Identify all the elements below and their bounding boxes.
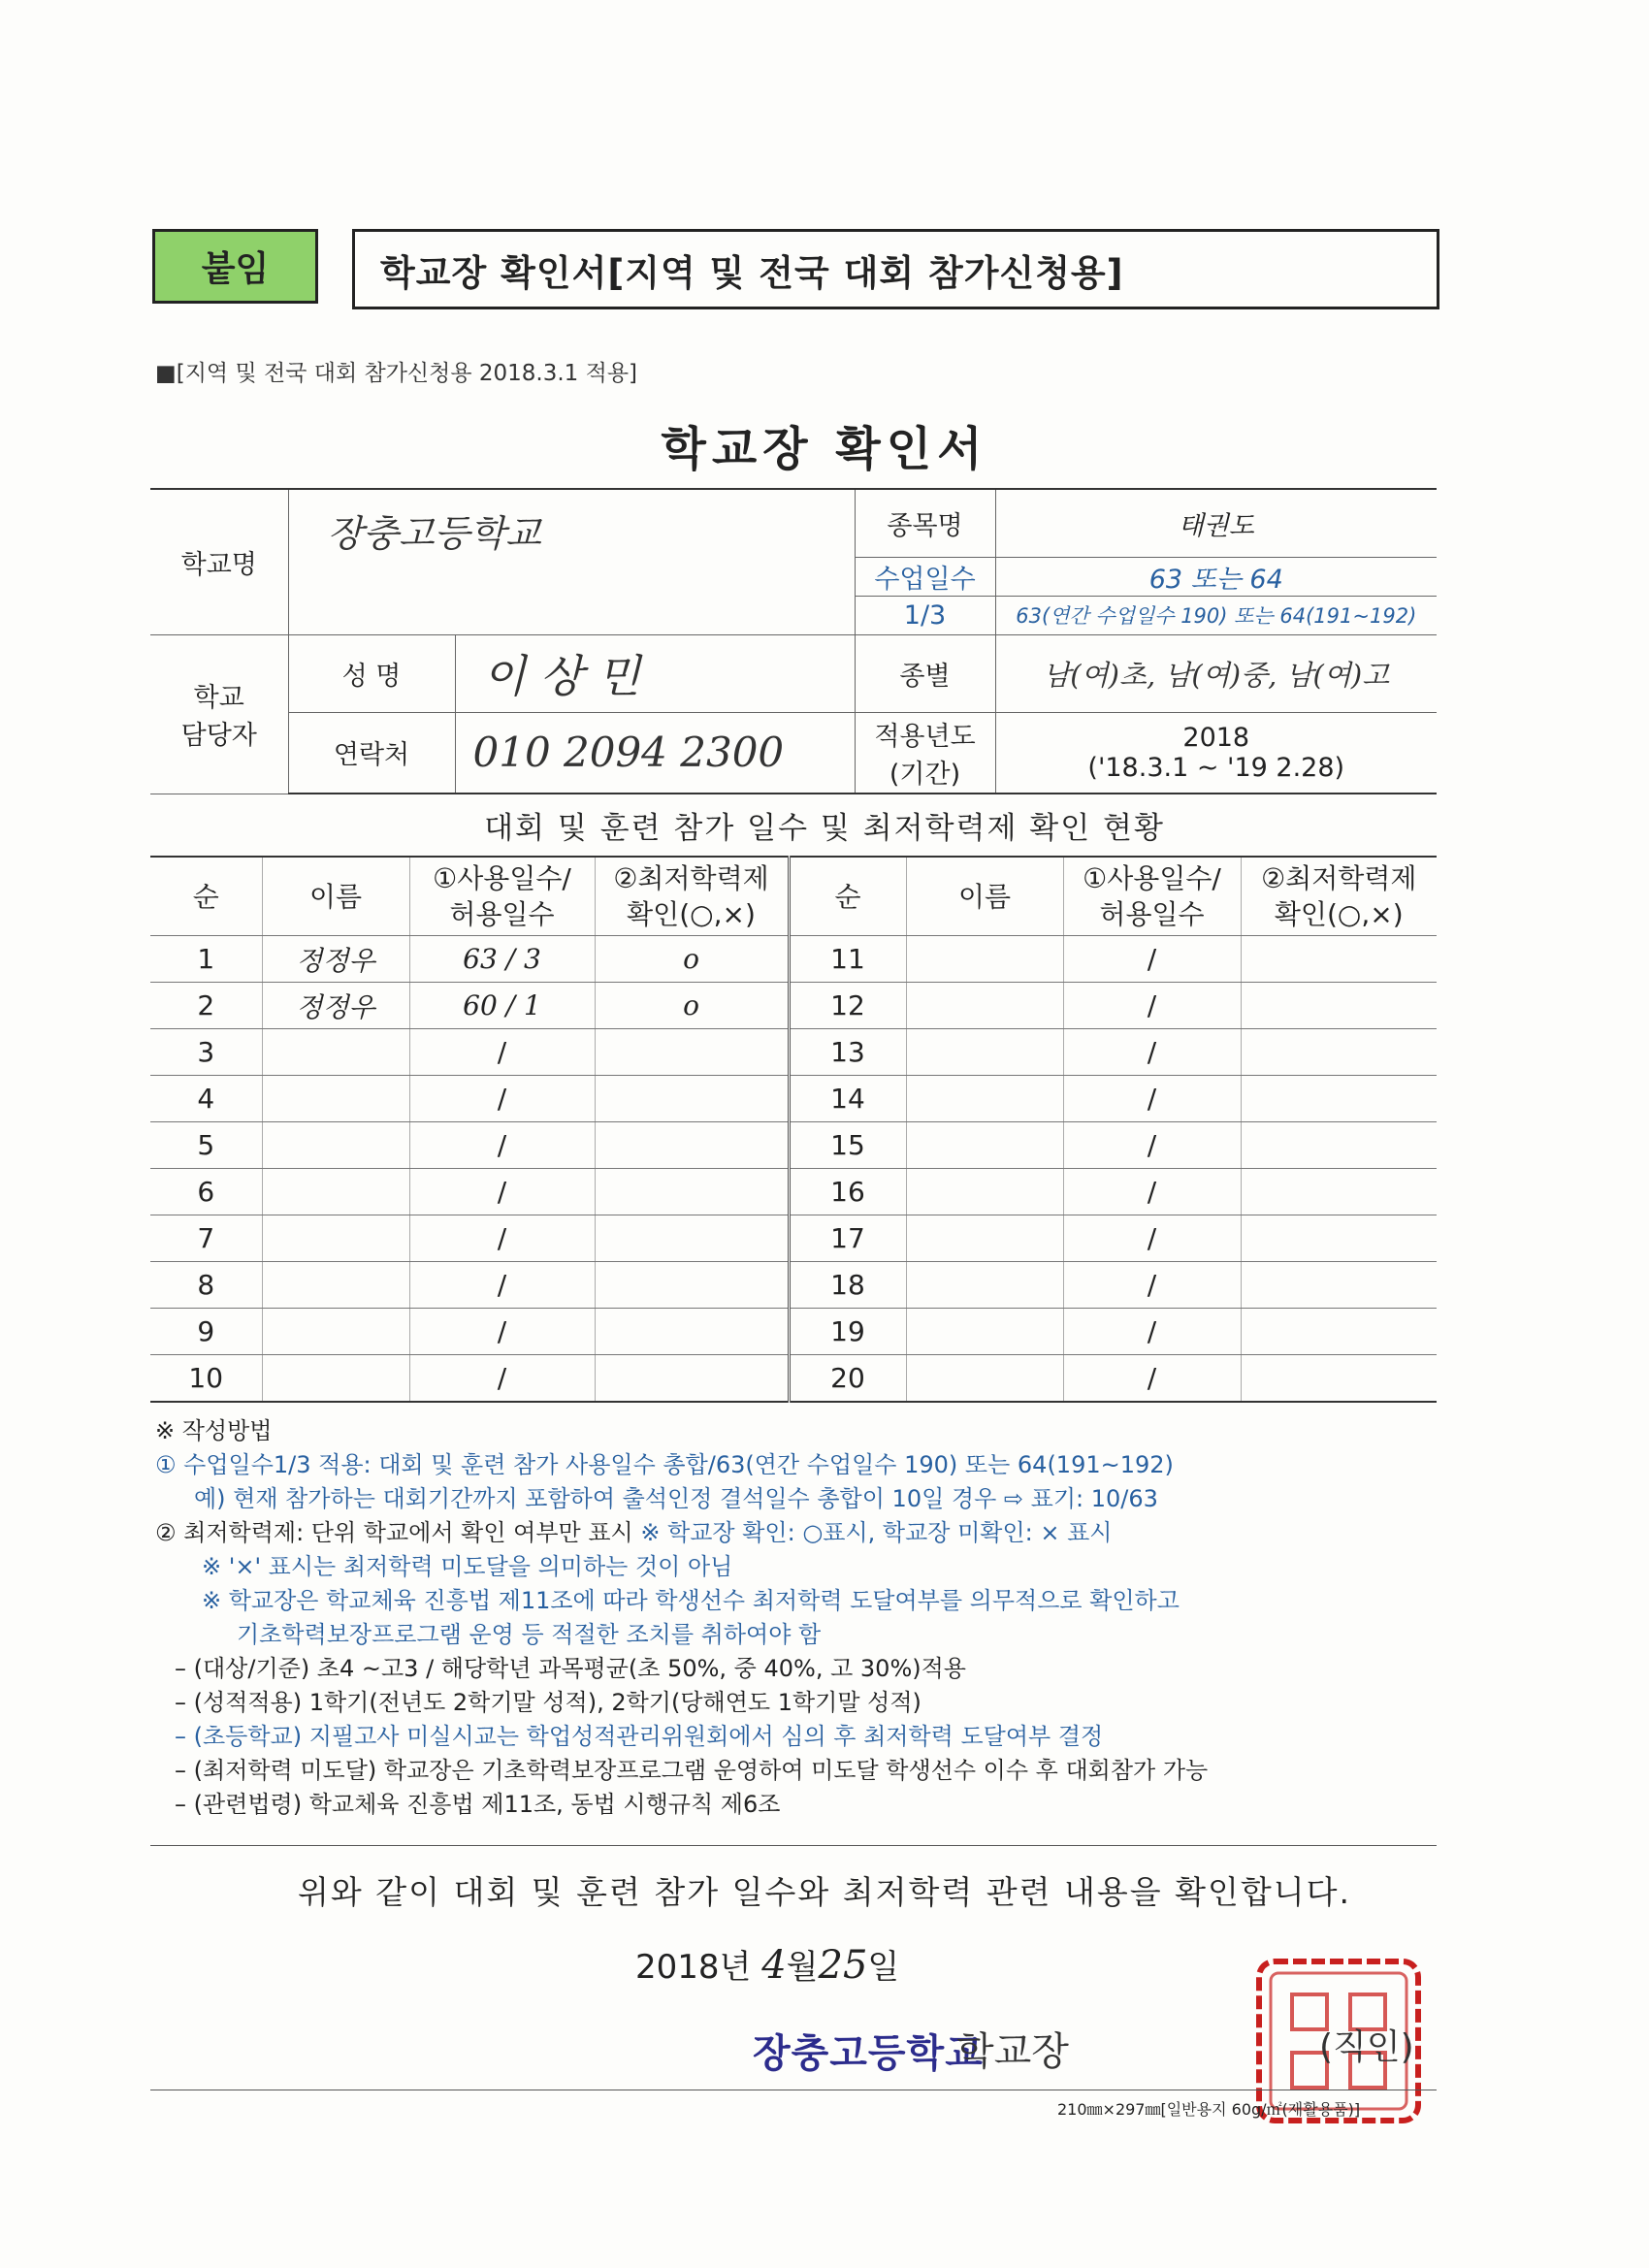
- cell-name: [906, 1122, 1063, 1169]
- header-no: 순: [789, 857, 906, 936]
- cell-no: 6: [150, 1169, 262, 1215]
- cell-days: /: [409, 1169, 595, 1215]
- cell-check: [1241, 1169, 1437, 1215]
- cell-name: 정정우: [262, 983, 409, 1029]
- cell-check: [1241, 1029, 1437, 1076]
- school-name-label: 학교명: [150, 489, 288, 634]
- cell-check: o: [595, 983, 789, 1029]
- cell-check: [1241, 983, 1437, 1029]
- cell-no: 19: [789, 1309, 906, 1355]
- table-row: [150, 1122, 1437, 1169]
- cell-check: [1241, 1262, 1437, 1309]
- cell-name: [262, 1122, 409, 1169]
- cell-days: /: [1063, 1122, 1241, 1169]
- sport-label: 종목명: [855, 489, 995, 557]
- cell-days: /: [409, 1309, 595, 1355]
- manager-label: 학교 담당자: [150, 634, 288, 794]
- cell-name: [906, 1309, 1063, 1355]
- attachment-badge: 붙임: [152, 229, 318, 304]
- note-d5: – (관련법령) 학교체육 진흥법 제11조, 동법 시행규칙 제6조: [175, 1791, 781, 1818]
- cell-days: 63 / 3: [409, 936, 595, 983]
- cell-name: [906, 1169, 1063, 1215]
- cell-check: [595, 1029, 789, 1076]
- cell-check: [595, 1309, 789, 1355]
- cell-name: [262, 1076, 409, 1122]
- header-check: ②최저학력제 확인(○,×): [1241, 857, 1437, 936]
- cell-no: 3: [150, 1029, 262, 1076]
- note-2d: ※ 학교장은 학교체육 진흥법 제11조에 따라 학생선수 최저학력 도달여부를 의무적으로 확인하고: [202, 1587, 1180, 1614]
- cell-no: 14: [789, 1076, 906, 1122]
- cell-check: [595, 1262, 789, 1309]
- year-label: 적용년도 (기간): [855, 712, 995, 794]
- signature-date: 2018년 4월25일: [635, 1943, 900, 1988]
- header-no: 순: [150, 857, 262, 936]
- cell-name: [262, 1355, 409, 1403]
- cell-no: 5: [150, 1122, 262, 1169]
- cell-days: /: [409, 1076, 595, 1122]
- table-row: [150, 1262, 1437, 1309]
- header-days: ①사용일수/ 허용일수: [409, 857, 595, 936]
- table-row: [150, 1309, 1437, 1355]
- header-name: 이름: [906, 857, 1063, 936]
- table-row: [150, 936, 1437, 983]
- paper-spec: 210㎜×297㎜[일반용지 60g/㎡(재활용품)]: [1057, 2100, 1361, 2119]
- table-row: [150, 1029, 1437, 1076]
- cell-name: [906, 1215, 1063, 1262]
- cell-name: 정정우: [262, 936, 409, 983]
- header-days: ①사용일수/ 허용일수: [1063, 857, 1241, 936]
- document-title-box: 학교장 확인서[지역 및 전국 대회 참가신청용]: [352, 229, 1439, 309]
- cell-no: 15: [789, 1122, 906, 1169]
- contact-label: 연락처: [288, 712, 455, 794]
- cell-days: /: [1063, 1215, 1241, 1262]
- cell-days: /: [409, 1029, 595, 1076]
- cell-check: [595, 1076, 789, 1122]
- cell-days: /: [409, 1355, 595, 1403]
- main-title: 학교장 확인서: [661, 422, 988, 476]
- cell-days: /: [409, 1215, 595, 1262]
- note-d2: – (성적적용) 1학기(전년도 2학기말 성적), 2학기(당해연도 1학기말 성적): [175, 1689, 922, 1716]
- cell-name: [262, 1309, 409, 1355]
- cell-days: /: [1063, 936, 1241, 983]
- class-days-label-2: 1/3: [855, 596, 995, 634]
- cell-name: [262, 1215, 409, 1262]
- note-1b: 예) 현재 참가하는 대회기간까지 포함하여 출석인정 결석일수 총합이 10일 경우 ⇨ 표기: 10/63: [194, 1485, 1158, 1512]
- cell-days: 60 / 1: [409, 983, 595, 1029]
- category-label: 종별: [855, 634, 995, 712]
- cell-name: [906, 1262, 1063, 1309]
- applied-note: ■[지역 및 전국 대회 참가신청용 2018.3.1 적용]: [155, 361, 638, 386]
- header-name: 이름: [262, 857, 409, 936]
- cell-name: [906, 983, 1063, 1029]
- manager-name-value: 이 상 민: [455, 634, 855, 712]
- cell-no: 8: [150, 1262, 262, 1309]
- cell-no: 16: [789, 1169, 906, 1215]
- school-name-stamp: 장충고등학교: [753, 2031, 984, 2076]
- writing-notes: [155, 1414, 1455, 1822]
- cell-no: 17: [789, 1215, 906, 1262]
- cell-days: /: [409, 1122, 595, 1169]
- cell-name: [906, 1029, 1063, 1076]
- cell-days: /: [1063, 1309, 1241, 1355]
- cell-no: 2: [150, 983, 262, 1029]
- cell-check: [1241, 1076, 1437, 1122]
- cell-name: [262, 1262, 409, 1309]
- status-table: [150, 856, 1437, 1403]
- cell-no: 9: [150, 1309, 262, 1355]
- confirmation-text: 위와 같이 대회 및 훈련 참가 일수와 최저학력 관련 내용을 확인합니다.: [298, 1873, 1351, 1911]
- note-d3: – (초등학교) 지필고사 미실시교는 학업성적관리위원회에서 심의 후 최저학력 도달여부 결정: [175, 1723, 1104, 1750]
- cell-name: [906, 1076, 1063, 1122]
- category-value: 남(여)초, 남(여)중, 남(여)고: [995, 634, 1437, 712]
- table-row: [150, 1169, 1437, 1215]
- cell-no: 12: [789, 983, 906, 1029]
- cell-no: 11: [789, 936, 906, 983]
- cell-days: /: [1063, 1262, 1241, 1309]
- info-table: [150, 488, 1437, 794]
- cell-check: [1241, 1309, 1437, 1355]
- cell-days: /: [1063, 1029, 1241, 1076]
- status-title: 대회 및 훈련 참가 일수 및 최저학력제 확인 현황: [484, 811, 1165, 846]
- cell-check: [595, 1355, 789, 1403]
- cell-name: [262, 1169, 409, 1215]
- cell-check: [595, 1215, 789, 1262]
- header-check: ②최저학력제 확인(○,×): [595, 857, 789, 936]
- table-row: [150, 1076, 1437, 1122]
- cell-no: 13: [789, 1029, 906, 1076]
- cell-check: [1241, 1215, 1437, 1262]
- cell-days: /: [1063, 1169, 1241, 1215]
- cell-check: [1241, 1355, 1437, 1403]
- note-2a: ② 최저학력제: 단위 학교에서 확인 여부만 표시 ※ 학교장 확인: ○표시, 학교장 미확인: × 표시: [155, 1519, 1113, 1546]
- cell-no: 18: [789, 1262, 906, 1309]
- table-row: [150, 1355, 1437, 1403]
- cell-check: [595, 1122, 789, 1169]
- principal-title: 학교장: [956, 2029, 1069, 2074]
- contact-value: 010 2094 2300: [455, 712, 855, 794]
- school-name-value: 장충고등학교: [288, 489, 855, 634]
- cell-days: /: [1063, 1076, 1241, 1122]
- cell-no: 7: [150, 1215, 262, 1262]
- name-label: 성 명: [288, 634, 455, 712]
- note-2e: 기초학력보장프로그램 운영 등 적절한 조치를 취하여야 함: [237, 1621, 822, 1648]
- cell-name: [906, 1355, 1063, 1403]
- cell-name: [906, 936, 1063, 983]
- notes-heading: ※ 작성방법: [155, 1417, 273, 1444]
- class-days-value-1: 63 또는 64: [995, 557, 1437, 596]
- cell-days: /: [1063, 983, 1241, 1029]
- cell-check: [1241, 1122, 1437, 1169]
- cell-no: 20: [789, 1355, 906, 1403]
- cell-check: o: [595, 936, 789, 983]
- cell-no: 1: [150, 936, 262, 983]
- cell-days: /: [409, 1262, 595, 1309]
- table-row: [150, 983, 1437, 1029]
- class-days-label-1: 수업일수: [855, 557, 995, 596]
- note-1a: ① 수업일수1/3 적용: 대회 및 훈련 참가 사용일수 총합/63(연간 수업일수 190) 또는 64(191~192): [155, 1451, 1174, 1478]
- cell-no: 10: [150, 1355, 262, 1403]
- cell-name: [262, 1029, 409, 1076]
- note-d4: – (최저학력 미도달) 학교장은 기초학력보장프로그램 운영하여 미도달 학생선수 이수 후 대회참가 가능: [175, 1757, 1209, 1784]
- seal-label: (직인): [1319, 2027, 1414, 2067]
- divider: [150, 1845, 1437, 1846]
- cell-no: 4: [150, 1076, 262, 1122]
- table-row: [150, 1215, 1437, 1262]
- cell-check: [595, 1169, 789, 1215]
- cell-days: /: [1063, 1355, 1241, 1403]
- class-days-value-2: 63(연간 수업일수 190) 또는 64(191~192): [995, 596, 1437, 634]
- sport-value: 태권도: [995, 489, 1437, 557]
- note-2c: ※ '×' 표시는 최저학력 미도달을 의미하는 것이 아님: [202, 1553, 733, 1580]
- year-value: 2018 ('18.3.1 ~ '19 2.28): [995, 712, 1437, 794]
- cell-check: [1241, 936, 1437, 983]
- note-d1: – (대상/기준) 초4 ~고3 / 해당학년 과목평균(초 50%, 중 40%, 고 30%)적용: [175, 1655, 966, 1682]
